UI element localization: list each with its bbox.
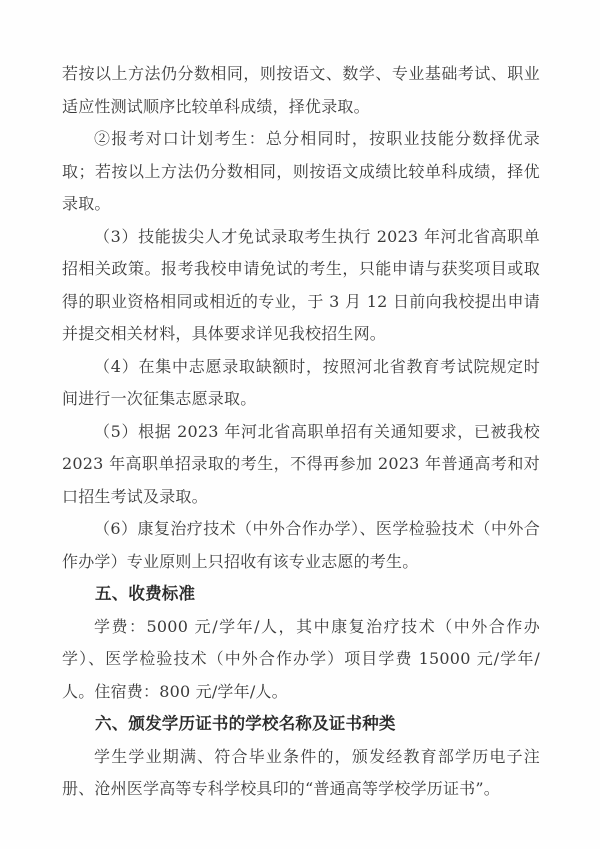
document-body xyxy=(62,58,540,806)
paragraph: （6）康复治疗技术（中外合作办学）、医学检验技术（中外合作办学）专业原则上只招收有该专业志愿的考生。 xyxy=(62,519,540,571)
paragraph: ②报考对口计划考生：总分相同时，按职业技能分数择优录取；若按以上方法仍分数相同，则按语文成绩比较单科成绩，择优录取。 xyxy=(62,129,540,213)
paragraph: 学生学业期满、符合毕业条件的，颁发经教育部学历电子注册、沧州医学高等专科学校具印的“普通高等学校学历证书”。 xyxy=(62,746,540,798)
paragraph: （5）根据 2023 年河北省高职单招有关通知要求，已被我校 2023 年高职单招录取的考生，不得再参加 2023 年普通高考和对口招生考试及录取。 xyxy=(62,421,540,506)
paragraph: 若按以上方法仍分数相同，则按语文、数学、专业基础考试、职业适应性测试顺序比较单科成绩，择优录取。 xyxy=(62,64,540,116)
paragraph: （3）技能拔尖人才免试录取考生执行 2023 年河北省高职单招相关政策。报考我校申请免试的考生，只能申请与获奖项目或取得的职业资格相同或相近的专业，于 3 月 12 日前向我校提出申请并提交相关材料，具体要求详见我校招生网。 xyxy=(62,226,540,343)
paragraph: 学费：5000 元/学年/人，其中康复治疗技术（中外合作办学）、医学检验技术（中外合作办学）项目学费 15000 元/学年/人。住宿费：800 元/学年/人。 xyxy=(62,616,540,701)
section-heading: 六、颁发学历证书的学校名称及证书种类 xyxy=(95,714,396,733)
section-heading: 五、收费标准 xyxy=(95,584,196,603)
paragraph: （4）在集中志愿录取缺额时，按照河北省教育考试院规定时间进行一次征集志愿录取。 xyxy=(62,356,540,408)
